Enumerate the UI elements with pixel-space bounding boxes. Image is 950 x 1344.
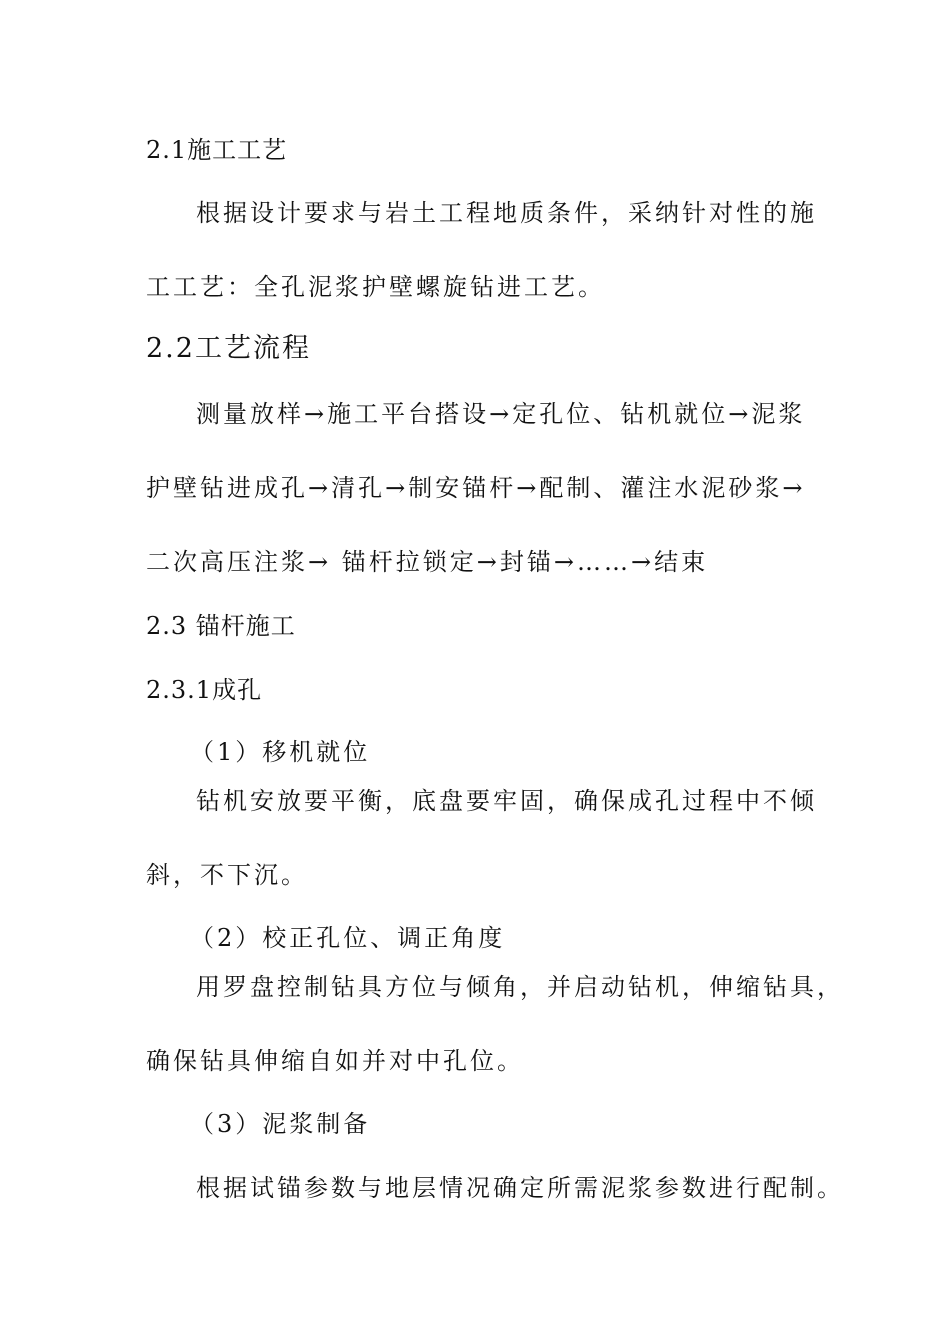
section-heading-2-3: 2.3 锚杆施工 xyxy=(146,612,296,640)
paragraph-line: 根据试锚参数与地层情况确定所需泥浆参数进行配制。 xyxy=(196,1174,844,1202)
section-heading-2-3-1: 2.3.1成孔 xyxy=(146,676,263,704)
item-title-3: （3）泥浆制备 xyxy=(190,1110,371,1138)
paragraph-line: 斜，不下沉。 xyxy=(146,861,308,889)
paragraph-line: 工工艺：全孔泥浆护壁螺旋钻进工艺。 xyxy=(146,273,605,301)
section-heading-2-2: 2.2工艺流程 xyxy=(146,333,311,364)
section-heading-2-1: 2.1施工工艺 xyxy=(146,136,288,164)
paragraph-line: 护壁钻进成孔→清孔→制安锚杆→配制、灌注水泥砂浆→ xyxy=(146,474,806,502)
item-title-2: （2）校正孔位、调正角度 xyxy=(190,924,506,952)
paragraph-line: 根据设计要求与岩土工程地质条件，采纳针对性的施 xyxy=(196,199,817,227)
paragraph-line: 用罗盘控制钻具方位与倾角，并启动钻机，伸缩钻具， xyxy=(196,973,844,1001)
paragraph-line: 测量放样→施工平台搭设→定孔位、钻机就位→泥浆 xyxy=(196,400,806,428)
paragraph-line: 确保钻具伸缩自如并对中孔位。 xyxy=(146,1047,524,1075)
item-title-1: （1）移机就位 xyxy=(190,738,371,766)
paragraph-line: 钻机安放要平衡，底盘要牢固，确保成孔过程中不倾 xyxy=(196,787,817,815)
paragraph-line: 二次高压注浆→ 锚杆拉锁定→封锚→……→结束 xyxy=(146,548,709,576)
